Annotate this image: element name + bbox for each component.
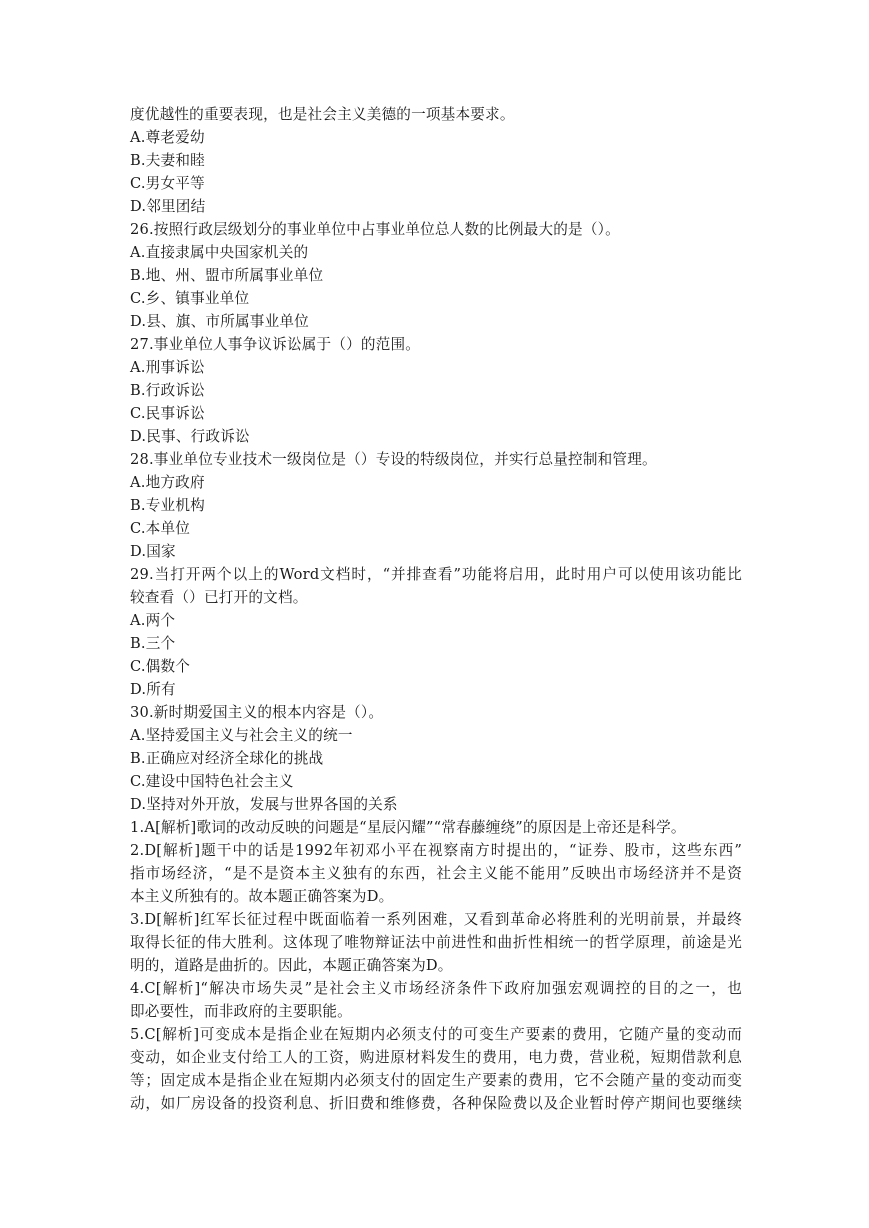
text-line: 28.事业单位专业技术一级岗位是（）专设的特级岗位，并实行总量控制和管理。 <box>130 451 657 468</box>
text-line: B.行政诉讼 <box>130 382 205 399</box>
text-line: B.夫妻和睦 <box>130 152 205 169</box>
text-line: A.直接隶属中央国家机关的 <box>130 244 309 261</box>
text-line: 动，如厂房设备的投资利息、折旧费和维修费，各种保险费以及企业暂时停产期间也要继续 <box>130 1095 742 1112</box>
text-line: 指市场经济，“是不是资本主义独有的东西，社会主义能不能用”反映出市场经济并不是资 <box>130 865 742 882</box>
text-line: 4.C[解析]“解决市场失灵”是社会主义市场经济条件下政府加强宏观调控的目的之一，也 <box>130 980 742 997</box>
text-line: 30.新时期爱国主义的根本内容是（）。 <box>130 704 384 721</box>
document-page <box>130 103 742 1115</box>
text-line: 本主义所独有的。故本题正确答案为D。 <box>130 888 394 905</box>
text-line: 1.A[解析]歌词的改动反映的问题是“星辰闪耀”“常春藤缠绕”的原因是上帝还是科学。 <box>130 819 686 836</box>
text-line: 27.事业单位人事争议诉讼属于（）的范围。 <box>130 336 421 353</box>
text-line: A.刑事诉讼 <box>130 359 205 376</box>
text-line: D.民事、行政诉讼 <box>130 428 250 445</box>
text-line: 变动，如企业支付给工人的工资，购进原材料发生的费用，电力费，营业税，短期借款利息 <box>130 1049 742 1066</box>
text-line: 5.C[解析]可变成本是指企业在短期内必须支付的可变生产要素的费用，它随产量的变动而 <box>130 1026 742 1043</box>
text-line: B.专业机构 <box>130 497 205 514</box>
text-line: 较查看（）已打开的文档。 <box>130 589 308 606</box>
text-line: C.建设中国特色社会主义 <box>130 773 294 790</box>
text-line: B.地、州、盟市所属事业单位 <box>130 267 324 284</box>
text-line: A.地方政府 <box>130 474 205 491</box>
text-line: D.县、旗、市所属事业单位 <box>130 313 309 330</box>
text-line: D.国家 <box>130 543 176 560</box>
text-line: 2.D[解析]题干中的话是1992年初邓小平在视察南方时提出的，“证券、股市，这些东西” <box>130 842 742 859</box>
text-line: 取得长征的伟大胜利。这体现了唯物辩证法中前进性和曲折性相统一的哲学原理，前途是光 <box>130 934 742 951</box>
text-line: 29.当打开两个以上的Word文档时，“并排查看”功能将启用，此时用户可以使用该功能比 <box>130 566 742 583</box>
text-line: 等；固定成本是指企业在短期内必须支付的固定生产要素的费用，它不会随产量的变动而变 <box>130 1072 742 1089</box>
text-line: A.两个 <box>130 612 176 629</box>
text-line: C.民事诉讼 <box>130 405 205 422</box>
text-line: A.坚持爱国主义与社会主义的统一 <box>130 727 353 744</box>
text-line: 即必要性，而非政府的主要职能。 <box>130 1003 352 1020</box>
text-line: A.尊老爱幼 <box>130 129 205 146</box>
text-line: D.坚持对外开放，发展与世界各国的关系 <box>130 796 398 813</box>
text-line: B.三个 <box>130 635 176 652</box>
text-line: D.邻里团结 <box>130 198 206 215</box>
text-line: 明的，道路是曲折的。因此，本题正确答案为D。 <box>130 957 453 974</box>
text-line: 度优越性的重要表现，也是社会主义美德的一项基本要求。 <box>130 106 515 123</box>
text-line: 3.D[解析]红军长征过程中既面临着一系列困难，又看到革命必将胜利的光明前景，并最终 <box>130 911 742 928</box>
text-line: C.男女平等 <box>130 175 205 192</box>
text-line: 26.按照行政层级划分的事业单位中占事业单位总人数的比例最大的是（）。 <box>130 221 620 238</box>
text-line: C.偶数个 <box>130 658 191 675</box>
text-line: C.乡、镇事业单位 <box>130 290 250 307</box>
text-line: D.所有 <box>130 681 176 698</box>
text-line: B.正确应对经济全球化的挑战 <box>130 750 324 767</box>
text-line: C.本单位 <box>130 520 191 537</box>
